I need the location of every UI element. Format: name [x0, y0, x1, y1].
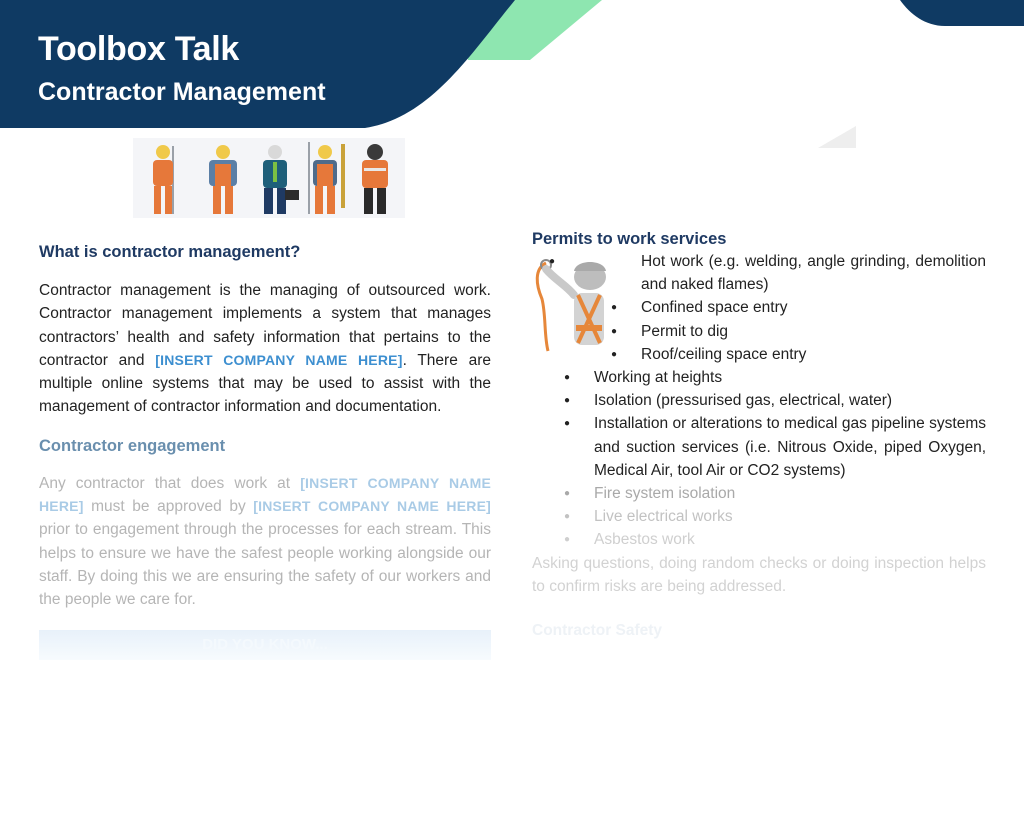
list-item: ● Asbestos work — [532, 528, 986, 551]
closing-paragraph: Asking questions, doing random checks or doing inspection helps to confirm risks are being addressed. — [532, 554, 986, 595]
list-item: ● Working at heights — [532, 366, 986, 389]
permit-list-inner — [641, 250, 986, 366]
engagement-text-1: Any contractor that does work at — [39, 474, 301, 492]
header-banner — [0, 0, 1024, 150]
list-item: ● Installation or alterations to medical gas pipeline systems and suction services (i.e. Nitrous Oxide, piped Oxygen, Medical Air, tool Air or CO2 systems) — [532, 412, 986, 482]
list-item: ● Confined space entry — [641, 296, 986, 319]
company-name-placeholder: [INSERT COMPANY NAME HERE] — [155, 351, 403, 368]
page-title: Toolbox Talk — [38, 30, 240, 68]
left-column — [39, 243, 491, 660]
permit-list-outer — [532, 366, 986, 552]
what-is-heading: What is contractor management? — [39, 243, 301, 261]
intro-text-end: . There are multiple online systems that may be used to assist with the management of contractor information and documentation. — [39, 351, 491, 416]
header-grey-triangle — [818, 126, 856, 148]
engagement-text-3: prior to engagement through the processes for each stream. This helps to ensure we have the safest people working alongside our staff. By doing this we are ensuring the safety of our workers and the people we care for. — [39, 521, 491, 609]
engagement-heading: Contractor engagement — [39, 436, 226, 455]
list-item: ● Roof/ceiling space entry — [641, 343, 986, 366]
list-item: ● Fire system isolation — [532, 482, 986, 505]
list-item: ● Isolation (pressurised gas, electrical, water) — [532, 389, 986, 412]
list-item: ● Permit to dig — [641, 320, 986, 343]
engagement-text-2: must be approved by — [83, 498, 254, 516]
did-you-know-banner: DID YOU KNOW... — [39, 630, 491, 660]
header-corner-shape — [900, 0, 1024, 26]
workers-illustration — [133, 138, 405, 218]
list-item: ● Hot work (e.g. welding, angle grinding, demolition and naked flames) — [579, 250, 986, 296]
intro-text: Contractor management is the managing of outsourced work. Contractor management implements a system that manages contractors’ health and safety information that pertains to the contractor and — [39, 282, 491, 369]
company-name-placeholder: [INSERT COMPANY NAME HERE] — [39, 474, 491, 515]
page-subtitle: Contractor Management — [38, 78, 326, 106]
permits-heading: Permits to work services — [532, 230, 727, 248]
right-column — [532, 230, 986, 640]
company-name-placeholder: [INSERT COMPANY NAME HERE] — [253, 498, 491, 515]
list-item: ● Live electrical works — [532, 505, 986, 528]
engagement-paragraph — [39, 472, 491, 612]
intro-paragraph — [39, 279, 491, 419]
contractor-safety-heading: Contractor Safety — [532, 622, 663, 640]
